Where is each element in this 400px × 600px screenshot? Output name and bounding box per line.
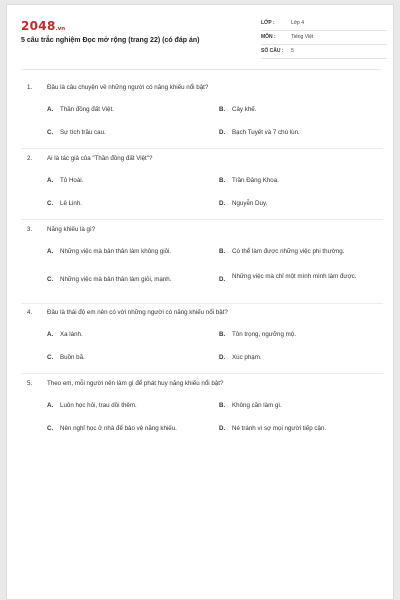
option-text: Né tránh vì sợ mọi người tiếp cận. [232,425,327,432]
option-letter: C. [47,200,54,207]
question-divider [21,219,383,220]
option-letter: C. [47,276,54,283]
option-letter: D. [219,129,226,136]
option-text: Nên nghỉ học ở nhà để bảo vệ năng khiếu. [60,425,177,432]
site-logo[interactable] [21,17,65,31]
question-text: Năng khiếu là gì? [47,226,96,233]
meta-label: SỐ CÂU : [261,48,284,54]
meta-label: LỚP : [261,20,275,26]
option-letter: A. [47,106,54,113]
option-text: Những việc mà chỉ một mình mình làm được. [232,273,357,280]
option-letter: B. [219,331,226,338]
option-text: Bạch Tuyết và 7 chú lùn. [232,129,300,136]
option-text: Luôn học hỏi, trau dồi thêm. [60,402,137,409]
option-text: Những việc mà bản thân làm giỏi, mạnh. [60,276,172,283]
option-letter: C. [47,354,54,361]
option-letter: A. [47,248,54,255]
question-text: Đâu là thái độ em nên có với những người có năng khiếu nổi bật? [47,309,228,316]
option-letter: B. [219,177,226,184]
option-letter: C. [47,425,54,432]
meta-label: MÔN : [261,34,276,40]
option-letter: D. [219,276,226,283]
question-number: 4. [27,309,33,316]
meta-row-subject [261,31,387,45]
option-text: Thần đồng đất Việt. [60,106,114,113]
question-divider [21,303,383,304]
question-divider [21,148,383,149]
logo-main-text: 2048 [21,19,56,33]
logo-domain-text: .vn [55,26,66,32]
option-text: Lê Linh. [60,200,83,207]
question-text: Theo em, mỗi người nên làm gì để phát huy năng khiếu nổi bật? [47,380,224,387]
option-letter: B. [219,106,226,113]
option-text: Tôn trọng, ngưỡng mộ. [232,331,296,338]
option-letter: D. [219,200,226,207]
option-letter: A. [47,331,54,338]
option-letter: A. [47,177,54,184]
option-letter: A. [47,402,54,409]
option-text: Cây khế. [232,106,257,113]
document-title: 5 câu trắc nghiệm Đọc mở rộng (trang 22) (có đáp án) [21,37,200,44]
option-text: Không cần làm gì. [232,402,282,409]
question-text: Đâu là câu chuyện về những người có năng khiếu nổi bật? [47,84,209,91]
meta-row-grade [261,17,387,31]
question-number: 2. [27,155,33,162]
question-number: 5. [27,380,33,387]
option-letter: B. [219,248,226,255]
meta-row-question-count [261,45,387,59]
option-text: Trần Đăng Khoa. [232,177,279,184]
worksheet-page [6,4,394,600]
option-text: Sự tích trầu cau. [60,129,106,136]
meta-info-table [261,17,387,59]
option-text: Nguyễn Duy. [232,200,268,207]
meta-value: 5 [291,48,294,54]
question-text: Ai là tác giả của "Thần đồng đất Việt"? [47,155,153,162]
question-number: 3. [27,226,33,233]
option-letter: D. [219,425,226,432]
question-divider [21,373,383,374]
option-text: Tô Hoài. [60,177,84,184]
header-divider [21,69,381,70]
meta-value: Tiếng Việt [291,34,314,40]
meta-value: Lớp 4 [291,20,305,26]
option-text: Buồn bã. [60,354,85,361]
option-text: Những việc mà bản thân làm không giỏi. [60,248,172,255]
option-text: Xa lánh. [60,331,83,338]
option-text: Có thể làm được những việc phi thường. [232,248,345,255]
option-letter: C. [47,129,54,136]
option-letter: D. [219,354,226,361]
option-letter: B. [219,402,226,409]
question-number: 1. [27,84,33,91]
worksheet-header [21,17,383,65]
option-text: Xúc phạm. [232,354,262,361]
